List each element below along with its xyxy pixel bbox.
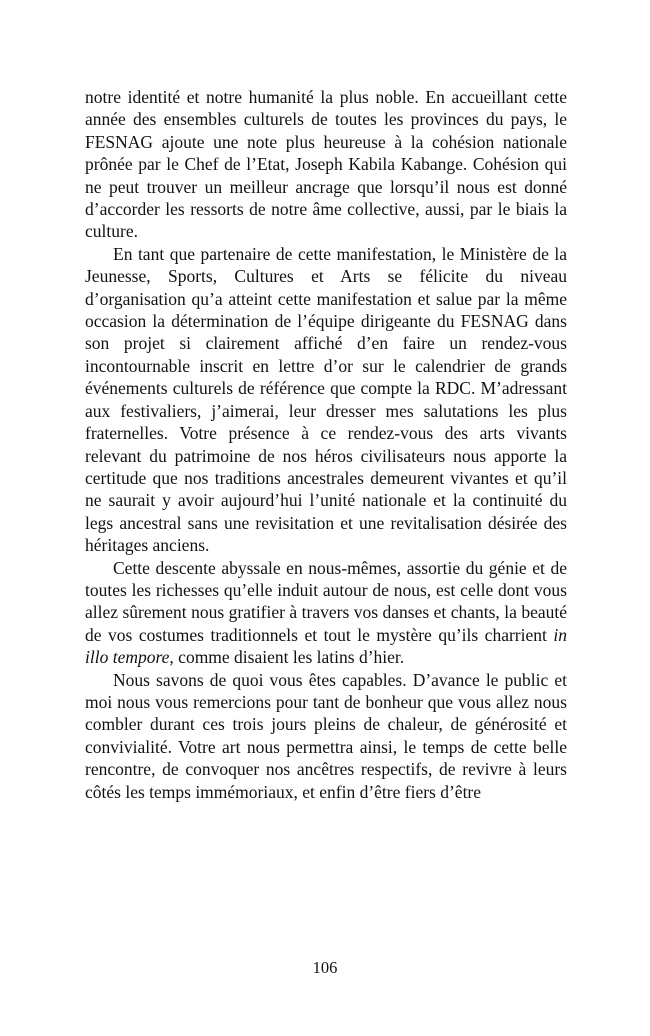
text-run: Cette descente abyssale en nous-mêmes, assortie du génie et de toutes les richesses qu’elle induit autour de nous, est celle dont vous allez sûrement nous gratifier à travers vos danses et chants, la beauté de vos costumes traditionnels et tout le mystère qu’ils charrient [85, 557, 567, 645]
text-run: , comme disaient les latins d’hier. [169, 647, 405, 668]
page-body [85, 86, 567, 803]
italic-text-run: in illo tempore [85, 624, 567, 668]
text-run: notre identité et notre humanité la plus noble. En accueillant cette année des ensembles culturels de toutes les provinces du pays, le FESNAG ajoute une note plus heureuse à la cohésion nationale prônée par le Chef de l’Etat, Joseph Kabila Kabange. Cohésion qui ne peut trouver un meilleur ancrage que lorsqu’il nous est donné d’accorder les ressorts de notre âme collective, aussi, par le biais la culture. [85, 87, 567, 242]
page-number: 106 [312, 958, 338, 977]
text-run: Nous savons de quoi vous êtes capables. D’avance le public et moi nous vous remercions pour tant de bonheur que vous allez nous combler durant ces trois jours pleins de chaleur, de générosité et convivialité. Votre art nous permettra ainsi, le temps de cette belle rencontre, de convoquer nos ancêtres respectifs, de revivre à leurs côtés les temps immémoriaux, et enfin d’être fiers d’être [85, 669, 567, 802]
paragraph [85, 86, 567, 243]
paragraph [85, 243, 567, 557]
paragraph [85, 557, 567, 669]
paragraph [85, 669, 567, 803]
text-run: En tant que partenaire de cette manifestation, le Ministère de la Jeunesse, Sports, Cultures et Arts se félicite du niveau d’organisation qu’a atteint cette manifestation et salue par la même occasion la détermination de l’équipe dirigeante du FESNAG dans son projet si clairement affiché d’en faire un rendez-vous incontournable inscrit en lettre d’or sur le calendrier de grands événements culturels de référence que compte la RDC. M’adressant aux festivaliers, j’aimerai, leur dresser mes salutations les plus fraternelles. Votre présence à ce rendez-vous des arts vivants relevant du patrimoine de nos héros civilisateurs nous apporte la certitude que nos traditions ancestrales demeurent vivantes et qu’il ne saurait y avoir aujourd’hui l’unité nationale et la continuité du legs ancestral sans une revisitation et une revitalisation désirée des héritages anciens. [85, 243, 567, 556]
